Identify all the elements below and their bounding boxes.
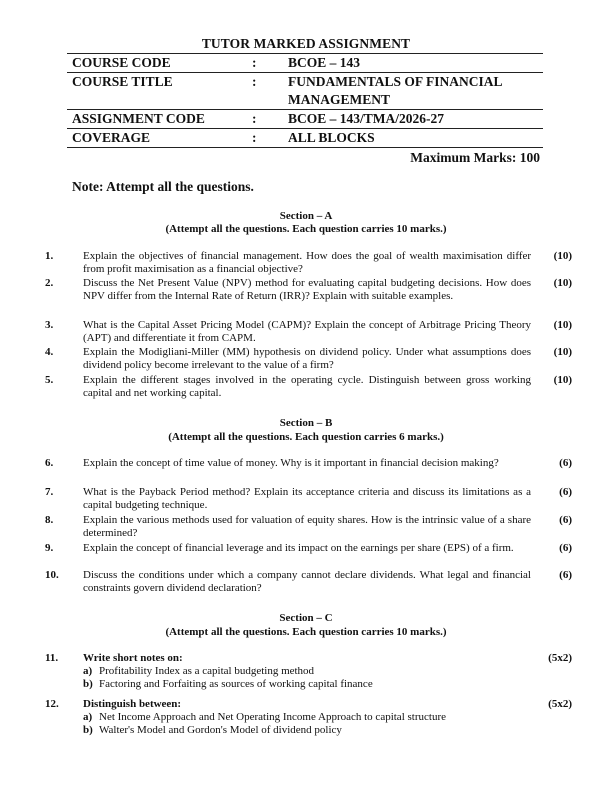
- question-text: What is the Payback Period method? Explain its acceptance criteria and discuss its limitations as a capital budgeting technique.: [83, 486, 531, 511]
- question-number: 4.: [45, 346, 54, 358]
- document-title: TUTOR MARKED ASSIGNMENT: [201, 36, 411, 51]
- sub-text: Net Income Approach and Net Operating Income Approach to capital structure: [99, 711, 446, 723]
- question-marks: (6): [559, 486, 572, 498]
- colon: :: [252, 74, 257, 89]
- colon: :: [252, 130, 257, 145]
- question-text: Explain the various methods used for valuation of equity shares. How is the intrinsic value of a share determined?: [83, 514, 531, 539]
- question-text: Explain the different stages involved in the operating cycle. Distinguish between gross working capital and net working capital.: [83, 374, 531, 399]
- question-text: [83, 652, 531, 691]
- section-c-instruction: (Attempt all the questions. Each question carries 10 marks.): [165, 626, 447, 638]
- question-number: 5.: [45, 374, 54, 386]
- question-heading: Write short notes on:: [83, 652, 183, 664]
- question-marks: (10): [553, 346, 572, 358]
- question-text: Explain the concept of time value of money. Why is it important in financial decision making?: [83, 457, 499, 469]
- question-number: 2.: [45, 277, 54, 289]
- colon: :: [252, 111, 257, 126]
- question-marks: (5x2): [548, 652, 572, 664]
- question-text: Explain the concept of financial leverage and its impact on the earnings per share (EPS) of a firm.: [83, 542, 514, 554]
- course-title-label: COURSE TITLE: [72, 74, 173, 89]
- section-b-title: Section – B: [279, 417, 333, 429]
- sub-label: b): [83, 724, 93, 736]
- sub-question-a: [83, 711, 531, 724]
- question-number: 7.: [45, 486, 54, 498]
- header-bottom-rule: [67, 147, 543, 148]
- question-marks: (10): [553, 319, 572, 331]
- coverage-value: ALL BLOCKS: [288, 130, 375, 145]
- question-heading: Distinguish between:: [83, 698, 182, 710]
- course-title-value: FUNDAMENTALS OF FINANCIAL MANAGEMENT: [288, 74, 502, 107]
- sub-text: Walter's Model and Gordon's Model of dividend policy: [99, 724, 342, 736]
- question-number: 6.: [45, 457, 54, 469]
- sub-question-b: [83, 678, 531, 691]
- maximum-marks: Maximum Marks: 100: [410, 150, 540, 165]
- question-marks: (10): [553, 277, 572, 289]
- question-marks: (6): [559, 542, 572, 554]
- question-text: Discuss the Net Present Value (NPV) method for evaluating capital budgeting decisions. How does NPV differ from the Internal Rate of Return (IRR)? Explain with suitable examples.: [83, 277, 531, 302]
- sub-text: Factoring and Forfaiting as sources of working capital finance: [99, 678, 373, 690]
- question-marks: (6): [559, 569, 572, 581]
- question-text: Explain the objectives of financial management. How does the goal of wealth maximisation differ from profit maximisation as a financial objective?: [83, 250, 531, 275]
- assignment-code-value: BCOE – 143/TMA/2026-27: [288, 111, 445, 126]
- section-b-instruction: (Attempt all the questions. Each question carries 6 marks.): [168, 431, 444, 443]
- coverage-label: COVERAGE: [72, 130, 151, 145]
- section-a-instruction: (Attempt all the questions. Each question carries 10 marks.): [165, 223, 447, 235]
- question-number: 9.: [45, 542, 54, 554]
- question-number: 3.: [45, 319, 54, 331]
- question-marks: (6): [559, 457, 572, 469]
- question-text: Discuss the conditions under which a company cannot declare dividends. What legal and financial constraints govern dividend declaration?: [83, 569, 531, 594]
- note: Note: Attempt all the questions.: [72, 179, 254, 194]
- question-text: Explain the Modigliani-Miller (MM) hypothesis on dividend policy. Under what assumptions does dividend policy become irrelevant to the value of a firm?: [83, 346, 531, 371]
- course-code-label: COURSE CODE: [72, 55, 171, 70]
- section-c-title: Section – C: [279, 612, 333, 624]
- sub-question-a: [83, 665, 531, 678]
- question-marks: (10): [553, 374, 572, 386]
- sub-label: b): [83, 678, 93, 690]
- section-a-title: Section – A: [279, 210, 333, 222]
- colon: :: [252, 55, 257, 70]
- course-code-value: BCOE – 143: [288, 55, 361, 70]
- question-marks: (6): [559, 514, 572, 526]
- question-text: What is the Capital Asset Pricing Model (CAPM)? Explain the concept of Arbitrage Pricing Theory (APT) and differentiate it from CAPM.: [83, 319, 531, 344]
- question-marks: (10): [553, 250, 572, 262]
- sub-question-b: [83, 724, 531, 737]
- question-number: 11.: [45, 652, 59, 664]
- assignment-code-label: ASSIGNMENT CODE: [72, 111, 205, 126]
- sub-label: a): [83, 711, 93, 723]
- sub-text: Profitability Index as a capital budgeting method: [99, 665, 315, 677]
- question-number: 1.: [45, 250, 54, 262]
- question-marks: (5x2): [548, 698, 572, 710]
- question-number: 12.: [45, 698, 59, 710]
- question-number: 10.: [45, 569, 59, 581]
- question-text: [83, 698, 531, 737]
- question-number: 8.: [45, 514, 54, 526]
- sub-label: a): [83, 665, 93, 677]
